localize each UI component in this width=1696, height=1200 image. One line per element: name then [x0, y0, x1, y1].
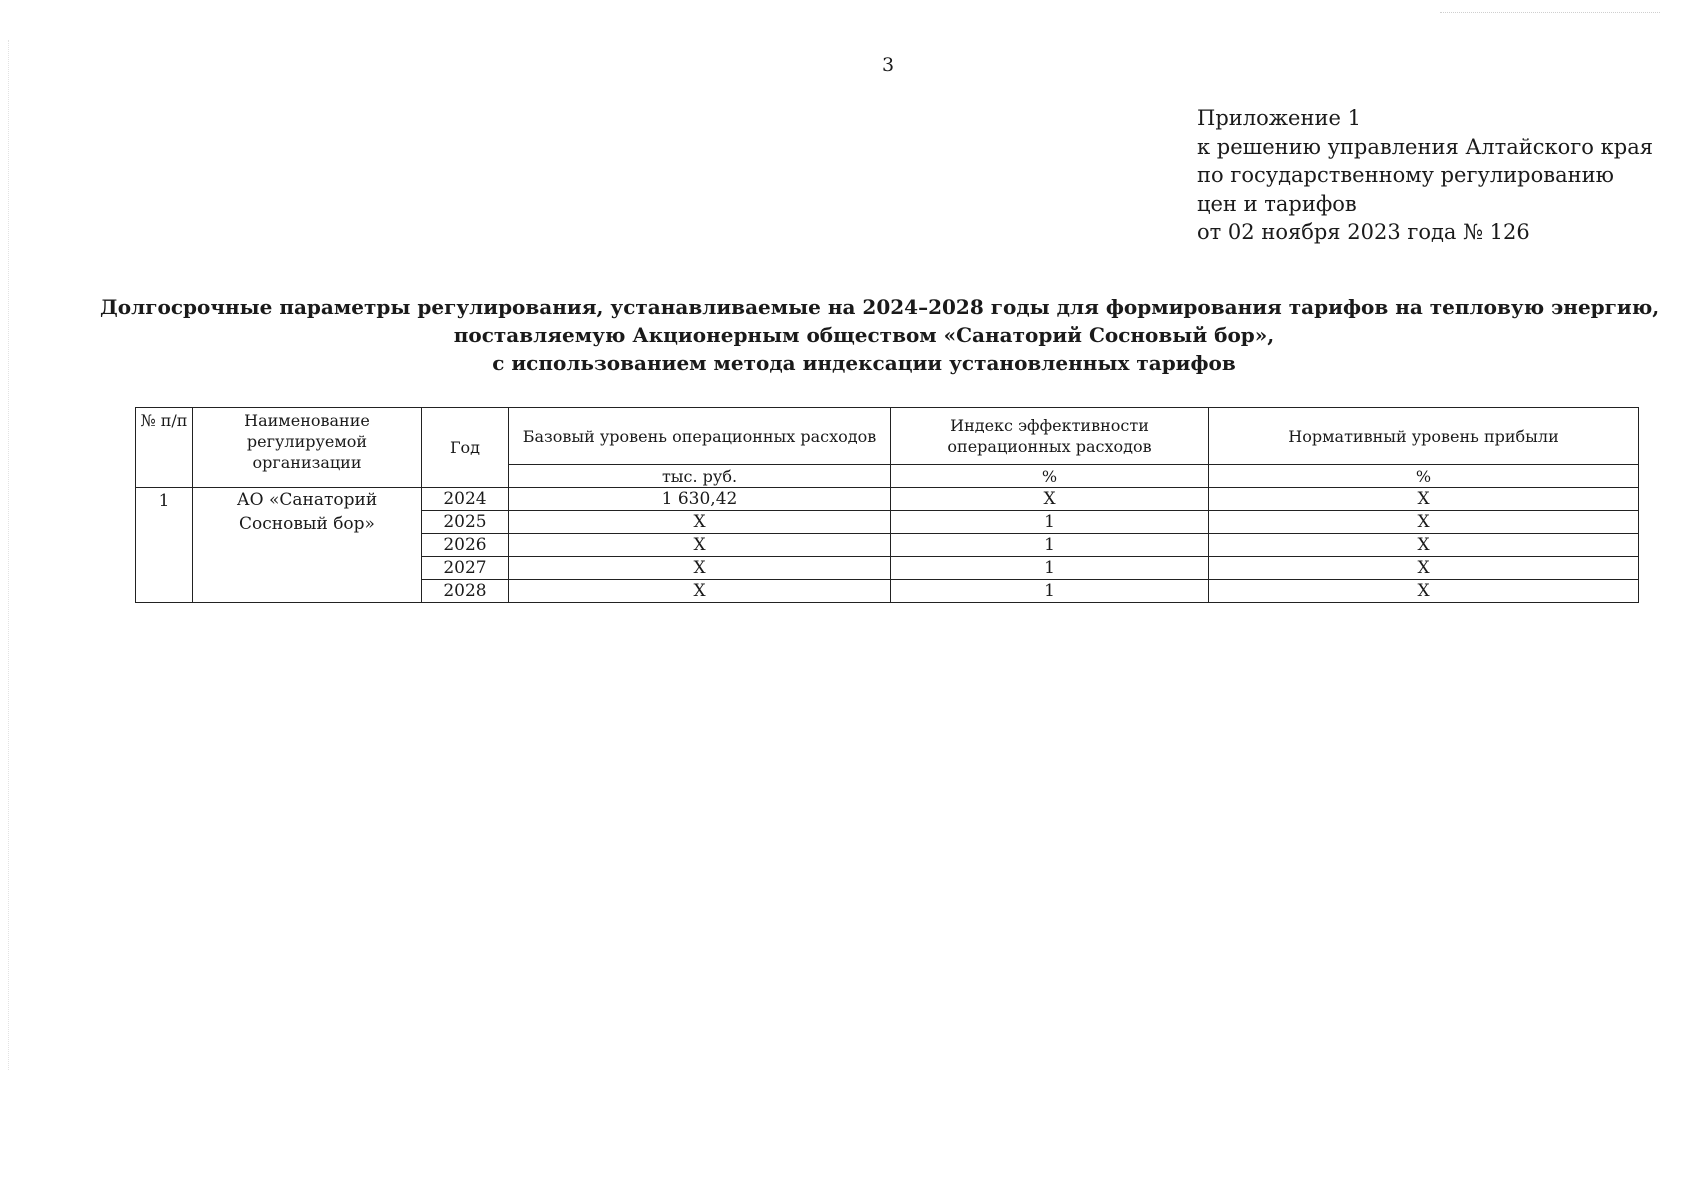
document-title — [100, 293, 1660, 377]
appendix-line: по государственному регулированию — [1197, 163, 1614, 187]
organization-name: АО «Санаторий Сосновый бор» — [193, 488, 422, 603]
cell-efficiency-index: 1 — [891, 557, 1209, 580]
unit-profit-level: % — [1209, 465, 1639, 488]
header-org: Наименование регулируемой организации — [193, 408, 422, 488]
title-line: Долгосрочные параметры регулирования, устанавливаемые на 2024–2028 годы для формирования тарифов на тепловую энергию, — [100, 295, 1660, 319]
header-num: № п/п — [136, 408, 193, 488]
appendix-block — [1197, 104, 1653, 247]
cell-year: 2027 — [422, 557, 509, 580]
scan-edge-line — [8, 40, 10, 1070]
unit-efficiency-index: % — [891, 465, 1209, 488]
cell-profit-level: X — [1209, 580, 1639, 603]
appendix-line: цен и тарифов — [1197, 191, 1357, 216]
appendix-line: Приложение 1 — [1197, 106, 1361, 130]
cell-year: 2025 — [422, 511, 509, 534]
appendix-line: к решению управления Алтайского края — [1197, 134, 1653, 159]
row-number: 1 — [136, 488, 193, 603]
appendix-line: от 02 ноября 2023 года № 126 — [1197, 220, 1530, 244]
cell-profit-level: X — [1209, 534, 1639, 557]
unit-base-opex: тыс. руб. — [509, 465, 891, 488]
cell-base-opex: 1 630,42 — [509, 488, 891, 511]
header-base-opex: Базовый уровень операционных расходов — [509, 408, 891, 465]
header-profit-level: Нормативный уровень прибыли — [1209, 408, 1639, 465]
cell-profit-level: X — [1209, 488, 1639, 511]
cell-base-opex: X — [509, 511, 891, 534]
title-line: поставляемую Акционерным обществом «Санаторий Сосновый бор», — [453, 323, 1275, 347]
title-line: с использованием метода индексации установленных тарифов — [492, 351, 1236, 375]
table-header-row — [136, 408, 1639, 465]
header-efficiency-index: Индекс эффективности операционных расходов — [891, 408, 1209, 465]
cell-base-opex: X — [509, 557, 891, 580]
table-row — [136, 488, 1639, 511]
header-year: Год — [422, 408, 509, 488]
cell-efficiency-index: 1 — [891, 580, 1209, 603]
cell-year: 2028 — [422, 580, 509, 603]
regulation-parameters-table — [135, 407, 1639, 603]
cell-base-opex: X — [509, 580, 891, 603]
cell-efficiency-index: 1 — [891, 511, 1209, 534]
cell-base-opex: X — [509, 534, 891, 557]
cell-profit-level: X — [1209, 557, 1639, 580]
cell-year: 2026 — [422, 534, 509, 557]
cell-year: 2024 — [422, 488, 509, 511]
cell-efficiency-index: X — [891, 488, 1209, 511]
cell-profit-level: X — [1209, 511, 1639, 534]
page-number: 3 — [881, 54, 895, 76]
cell-efficiency-index: 1 — [891, 534, 1209, 557]
scan-artifact-line — [1440, 12, 1660, 14]
